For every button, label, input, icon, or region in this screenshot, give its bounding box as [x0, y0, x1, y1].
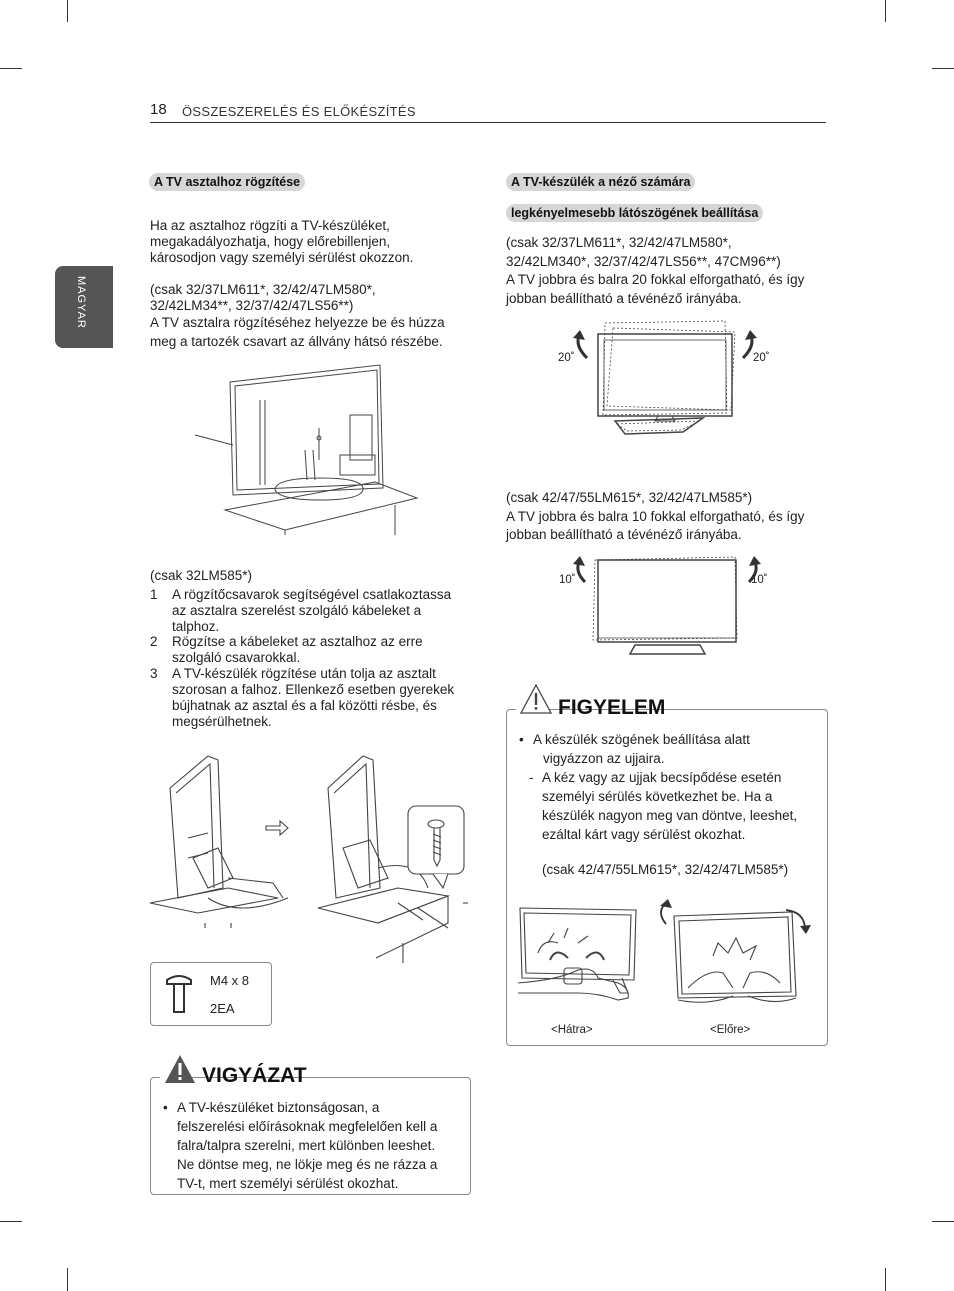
notice-models: (csak 42/47/55LM615*, 32/42/47LM585*) [542, 862, 789, 877]
angle-right-10: 10˚ [751, 574, 768, 586]
section-heading-table-fix: A TV asztalhoz rögzítése [149, 173, 305, 191]
model-list-2: (csak 32LM585*) [150, 568, 253, 583]
notice-bullet: • [519, 732, 524, 747]
notice-text: A készülék szögének beállítása alatt vigyázzon az ujjaira. [533, 732, 750, 766]
crop-mark [932, 1221, 954, 1222]
crop-mark [67, 0, 68, 22]
notice-header [516, 684, 666, 720]
model-list-1: (csak 32/37LM611*, 32/42/47LM580*, 32/42LM34**, 32/37/42/47LS56**) [150, 282, 376, 313]
notice-dash: - [529, 770, 534, 785]
notice-title: FIGYELEM [558, 696, 666, 719]
crop-mark [885, 0, 886, 22]
instruction-text: A TV asztalra rögzítéséhez helyezze be és húzza meg a tartozék csavart az állvány hátsó részébe. [150, 315, 445, 349]
section-heading-angle-2: legkényelmesebb látószögének beállítása [506, 204, 763, 222]
caution-title: VIGYÁZAT [202, 1064, 307, 1087]
crop-mark [0, 68, 22, 69]
section-title: ÖSSZESZERELÉS ÉS ELŐKÉSZÍTÉS [182, 104, 416, 119]
crop-mark [932, 68, 954, 69]
angle-right-20: 20˚ [753, 352, 770, 364]
screw-icon [167, 975, 191, 1015]
screw-size: M4 x 8 [210, 973, 250, 988]
step-3: 3 A TV-készülék rögzítése után tolja az asztalt szorosan a falhoz. Ellenkező esetben gyerekek bújhatnak az asztal és a fal közötti résbe, és megsérülhetnek. [150, 666, 455, 729]
page-number: 18 [150, 101, 167, 118]
caption-front: <Előre> [710, 1024, 751, 1036]
screw-spec-box [150, 962, 272, 1026]
swivel-20-illustration [555, 318, 785, 438]
intro-text: Ha az asztalhoz rögzíti a TV-készüléket, megakadályozhatja, hogy előrebillenjen, károsodjon vagy személyi sérülést okozzon. [150, 218, 414, 265]
step-2: 2 Rögzítse a kábeleket az asztalhoz az erre szolgáló csavarokkal. [150, 634, 423, 665]
section-heading-angle: A TV-készülék a néző számára [506, 173, 695, 191]
crop-mark [0, 1221, 22, 1222]
warning-triangle-outline-icon [520, 684, 552, 714]
swivel-20-text: (csak 32/37LM611*, 32/42/47LM580*, 32/42LM340*, 32/37/42/47LS56**, 47CM96**) A TV jobbra és balra 20 fokkal elforgatható, és így jobban beállítható a tévénéző irányába. [506, 235, 805, 306]
angle-left-20: 20˚ [558, 352, 575, 364]
swivel-10-illustration [555, 550, 785, 662]
tv-table-fix-illustration [195, 360, 425, 535]
language-tab [55, 266, 113, 348]
warning-triangle-icon [164, 1054, 196, 1084]
crop-mark [885, 1268, 886, 1291]
header-divider [150, 122, 826, 123]
swivel-10-text: (csak 42/47/55LM615*, 32/42/47LM585*) A TV jobbra és balra 10 fokkal elforgatható, és így jobban beállítható a tévénéző irányába. [506, 490, 805, 542]
notice-subtext: A kéz vagy az ujjak becsípődése esetén személyi sérülés következhet be. Ha a készülék nagyon meg van döntve, leeshet, ezáltal kárt vagy sérülést okozhat. [542, 770, 798, 842]
angle-left-10: 10˚ [559, 574, 576, 586]
step-1: 1 A rögzítőcsavarok segítségével csatlakoztassa az asztalra szerelést szolgáló kábeleket a talphoz. [150, 587, 452, 634]
finger-pinch-illustration [518, 898, 818, 1016]
table-cable-illustration [148, 748, 478, 963]
crop-mark [67, 1268, 68, 1291]
caption-back: <Hátra> [551, 1024, 593, 1036]
caution-header [160, 1052, 307, 1088]
screw-count: 2EA [210, 1001, 235, 1016]
caution-text: A TV-készüléket biztonságosan, a felszerelési előírásoknak megfelelően kell a falra/talpra szerelni, mert különben leeshet. Ne döntse meg, ne lökje meg és ne rázza a TV-t, mert személyi sérülést okozhat. [177, 1100, 438, 1191]
caution-bullet: • [163, 1100, 168, 1115]
language-tab-label: MAGYAR [75, 276, 87, 329]
